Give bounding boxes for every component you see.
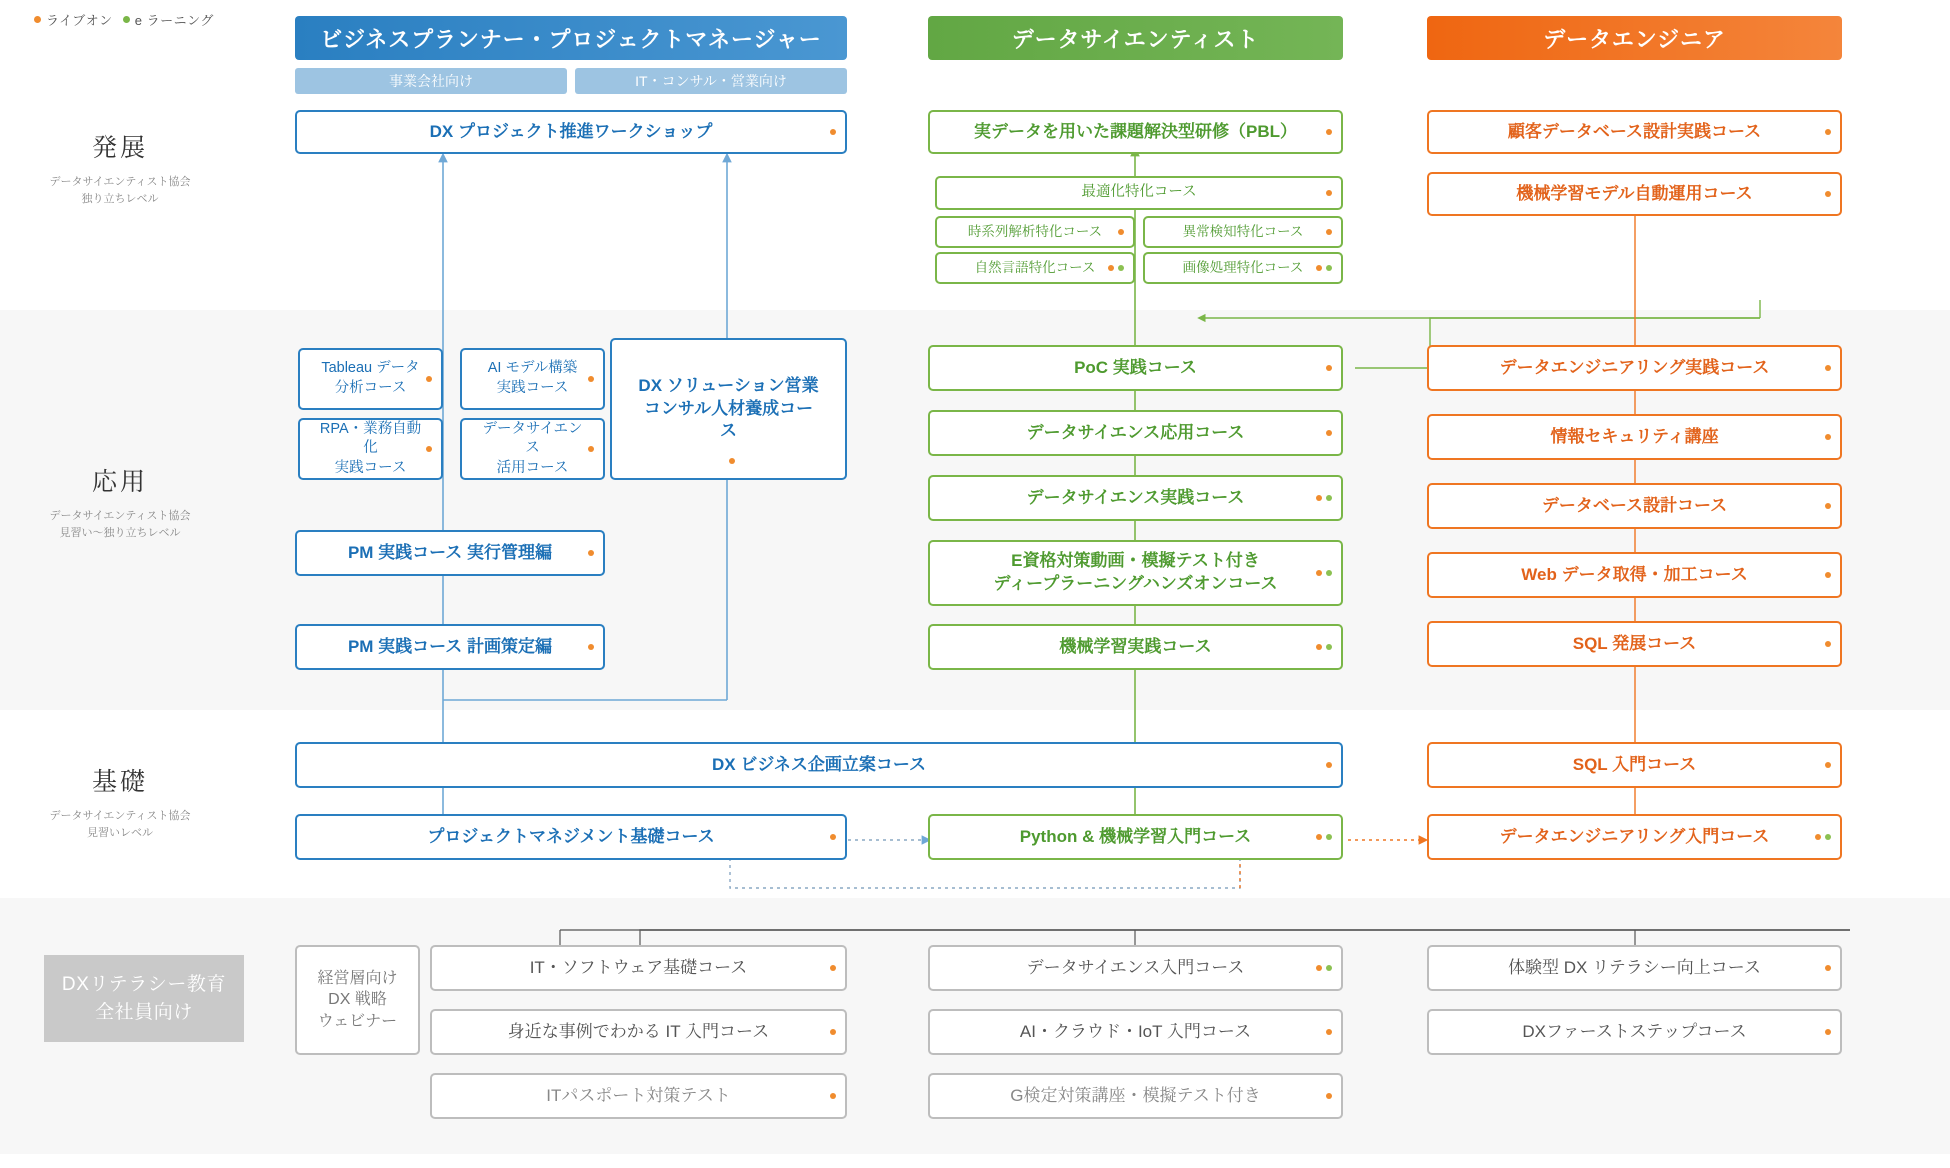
course-box-web-data[interactable] (1427, 552, 1842, 598)
course-label: SQL 発展コース (1572, 633, 1697, 653)
course-label: 情報セキュリティ講座 (1550, 426, 1719, 446)
legend-label-elearning: e ラーニング (134, 13, 214, 28)
course-markers (1825, 365, 1831, 371)
level-title-kiso: 基礎 (91, 768, 148, 796)
course-label: プロジェクトマネジメント基礎コース (427, 826, 715, 846)
course-box-it-passport[interactable] (430, 1073, 847, 1119)
course-markers (1326, 129, 1332, 135)
course-markers (588, 644, 594, 650)
course-markers (729, 458, 735, 464)
course-label: 実データを用いた課題解決型研修（PBL） (974, 121, 1297, 141)
level-label-ouyou (20, 462, 220, 541)
course-box-python-ml[interactable] (928, 814, 1343, 860)
course-box-it-nyumon[interactable] (430, 1009, 847, 1055)
course-markers (830, 834, 836, 840)
course-box-ml-jissen[interactable] (928, 624, 1343, 670)
level-label-literacy: DXリテラシー教育 全社員向け (44, 955, 244, 1042)
course-box-nlp[interactable] (935, 252, 1135, 284)
course-markers (1316, 265, 1332, 271)
course-markers (426, 376, 432, 382)
course-box-ds-nyumon[interactable] (928, 945, 1343, 991)
course-box-pm-kiso[interactable] (295, 814, 847, 860)
level-title-ouyou: 応用 (91, 468, 148, 496)
course-box-exec-dx-webinar[interactable] (295, 945, 420, 1055)
level-title-hatten: 発展 (91, 134, 148, 162)
course-label: E資格対策動画・模擬テスト付き ディープラーニングハンズオンコース (993, 551, 1278, 593)
course-markers (1825, 191, 1831, 197)
course-label: RPA・業務自動化 実践コース (319, 420, 422, 476)
live-marker-icon (34, 16, 41, 23)
course-markers (1316, 965, 1332, 971)
column-header-bpm (295, 16, 847, 60)
course-label: データサイエンス入門コース (1026, 957, 1245, 977)
course-markers (1825, 503, 1831, 509)
course-label: 画像処理特化コース (1182, 259, 1304, 275)
column-subheader-bpm-it (575, 68, 847, 94)
course-label: Python & 機械学習入門コース (1019, 826, 1252, 846)
course-box-dx-first-step[interactable] (1427, 1009, 1842, 1055)
course-box-tableau[interactable] (298, 348, 443, 410)
course-label: 経営層向け DX 戦略 ウェビナー (317, 969, 398, 1030)
course-label: PM 実践コース 計画策定編 (347, 636, 553, 656)
course-markers (830, 129, 836, 135)
course-label: 異常検知特化コース (1182, 223, 1304, 239)
course-label: データサイエンス 活用コース (482, 420, 583, 476)
legend-label-live: ライブオン (46, 13, 113, 28)
subheader-label-jigyo: 事業会社向け (389, 73, 473, 89)
course-box-sql-nyumon[interactable] (1427, 742, 1842, 788)
course-label: 機械学習実践コース (1059, 636, 1212, 656)
legend-item-elearning (123, 10, 214, 29)
column-title-bpm: ビジネスプランナー・プロジェクトマネージャー (320, 26, 822, 52)
course-label: 身近な事例でわかる IT 入門コース (507, 1021, 770, 1041)
course-label: ITパスポート対策テスト (546, 1085, 731, 1105)
level-sub-kiso: データサイエンティスト協会 見習いレベル (49, 810, 191, 839)
course-box-ai-cloud-iot[interactable] (928, 1009, 1343, 1055)
column-header-de (1427, 16, 1842, 60)
course-markers (1326, 1029, 1332, 1035)
course-label: DX ソリューション営業 コンサル人材養成コース (638, 375, 819, 441)
course-box-db-design[interactable] (1427, 483, 1842, 529)
course-label: 最適化特化コース (1081, 184, 1197, 201)
column-header-ds (928, 16, 1343, 60)
course-label: IT・ソフトウェア基礎コース (529, 957, 748, 977)
column-title-de: データエンジニア (1543, 26, 1726, 52)
course-markers (830, 1093, 836, 1099)
course-box-poc[interactable] (928, 345, 1343, 391)
course-markers (1316, 570, 1332, 576)
course-box-image[interactable] (1143, 252, 1343, 284)
course-markers (1118, 229, 1124, 235)
course-markers (1825, 641, 1831, 647)
course-label: PoC 実践コース (1074, 357, 1197, 377)
course-markers (426, 446, 432, 452)
course-label: データエンジニアリング入門コース (1499, 826, 1770, 846)
level-label-kiso (20, 762, 220, 841)
course-label: AI モデル構築 実践コース (487, 360, 578, 396)
course-box-pbl[interactable] (928, 110, 1343, 154)
course-box-de-nyumon[interactable] (1427, 814, 1842, 860)
course-markers (1326, 1093, 1332, 1099)
course-markers (1815, 834, 1831, 840)
course-box-security[interactable] (1427, 414, 1842, 460)
course-markers (1825, 434, 1831, 440)
level-label-hatten (20, 128, 220, 207)
course-box-e-shikaku-dl[interactable] (928, 540, 1343, 606)
course-markers (588, 446, 594, 452)
course-label: データベース設計コース (1541, 495, 1728, 515)
course-label: PM 実践コース 実行管理編 (347, 542, 553, 562)
course-label: DXファーストステップコース (1522, 1021, 1747, 1041)
course-label: データサイエンス実践コース (1026, 487, 1245, 507)
level-sub-hatten: データサイエンティスト協会 独り立ちレベル (49, 176, 191, 205)
course-box-dx-literacy-taiken[interactable] (1427, 945, 1842, 991)
course-box-dx-business-planning[interactable] (295, 742, 1343, 788)
course-label: SQL 入門コース (1572, 754, 1697, 774)
level-sub-ouyou: データサイエンティスト協会 見習い〜独り立ちレベル (49, 510, 191, 539)
course-label: Web データ取得・加工コース (1521, 564, 1748, 584)
course-box-ds-jissen[interactable] (928, 475, 1343, 521)
course-box-dx-project-workshop[interactable] (295, 110, 847, 154)
course-label: AI・クラウド・IoT 入門コース (1019, 1021, 1252, 1041)
legend (34, 10, 214, 29)
course-markers (1108, 265, 1124, 271)
course-markers (1825, 1029, 1831, 1035)
course-box-timeseries[interactable] (935, 216, 1135, 248)
course-label: 顧客データベース設計実践コース (1507, 121, 1762, 141)
course-markers (1825, 572, 1831, 578)
course-box-dx-solution-sales[interactable] (610, 338, 847, 480)
course-box-ds-katsuyo[interactable] (460, 418, 605, 480)
course-label: DX ビジネス企画立案コース (712, 754, 926, 774)
course-label: G検定対策講座・模擬テスト付き (1010, 1085, 1261, 1105)
course-markers (1316, 495, 1332, 501)
course-markers (1825, 762, 1831, 768)
course-box-ds-ouyou[interactable] (928, 410, 1343, 456)
course-markers (1316, 834, 1332, 840)
course-box-g-kentei[interactable] (928, 1073, 1343, 1119)
course-box-anomaly[interactable] (1143, 216, 1343, 248)
course-label: Tableau データ 分析コース (321, 360, 420, 396)
course-markers (1326, 190, 1332, 196)
course-box-de-jissen[interactable] (1427, 345, 1842, 391)
course-box-ml-mlops[interactable] (1427, 172, 1842, 216)
course-markers (1326, 762, 1332, 768)
course-label: 時系列解析特化コース (967, 223, 1103, 239)
course-box-pm-exec[interactable] (295, 530, 605, 576)
column-subheader-bpm-jigyo (295, 68, 567, 94)
legend-item-live (34, 10, 113, 29)
column-title-ds: データサイエンティスト (1011, 26, 1260, 52)
elearning-marker-icon (123, 16, 130, 23)
course-markers (588, 550, 594, 556)
course-box-it-software-kiso[interactable] (430, 945, 847, 991)
course-markers (588, 376, 594, 382)
course-label: データエンジニアリング実践コース (1499, 357, 1770, 377)
course-markers (830, 965, 836, 971)
course-label: 機械学習モデル自動運用コース (1516, 183, 1753, 203)
course-markers (1326, 229, 1332, 235)
course-box-pm-plan[interactable] (295, 624, 605, 670)
course-markers (1825, 965, 1831, 971)
course-box-sql-hatten[interactable] (1427, 621, 1842, 667)
course-markers (1326, 365, 1332, 371)
course-box-customer-db-design[interactable] (1427, 110, 1842, 154)
course-label: データサイエンス応用コース (1026, 422, 1245, 442)
course-box-rpa[interactable] (298, 418, 443, 480)
course-label: 体験型 DX リテラシー向上コース (1508, 957, 1761, 977)
course-box-optimization[interactable] (935, 176, 1343, 210)
course-box-ai-model[interactable] (460, 348, 605, 410)
course-markers (1316, 644, 1332, 650)
course-markers (830, 1029, 836, 1035)
course-markers (1825, 129, 1831, 135)
course-label: 自然言語特化コース (974, 259, 1096, 275)
course-markers (1326, 430, 1332, 436)
subheader-label-it: IT・コンサル・営業向け (635, 73, 787, 89)
course-label: DX プロジェクト推進ワークショップ (429, 121, 713, 141)
